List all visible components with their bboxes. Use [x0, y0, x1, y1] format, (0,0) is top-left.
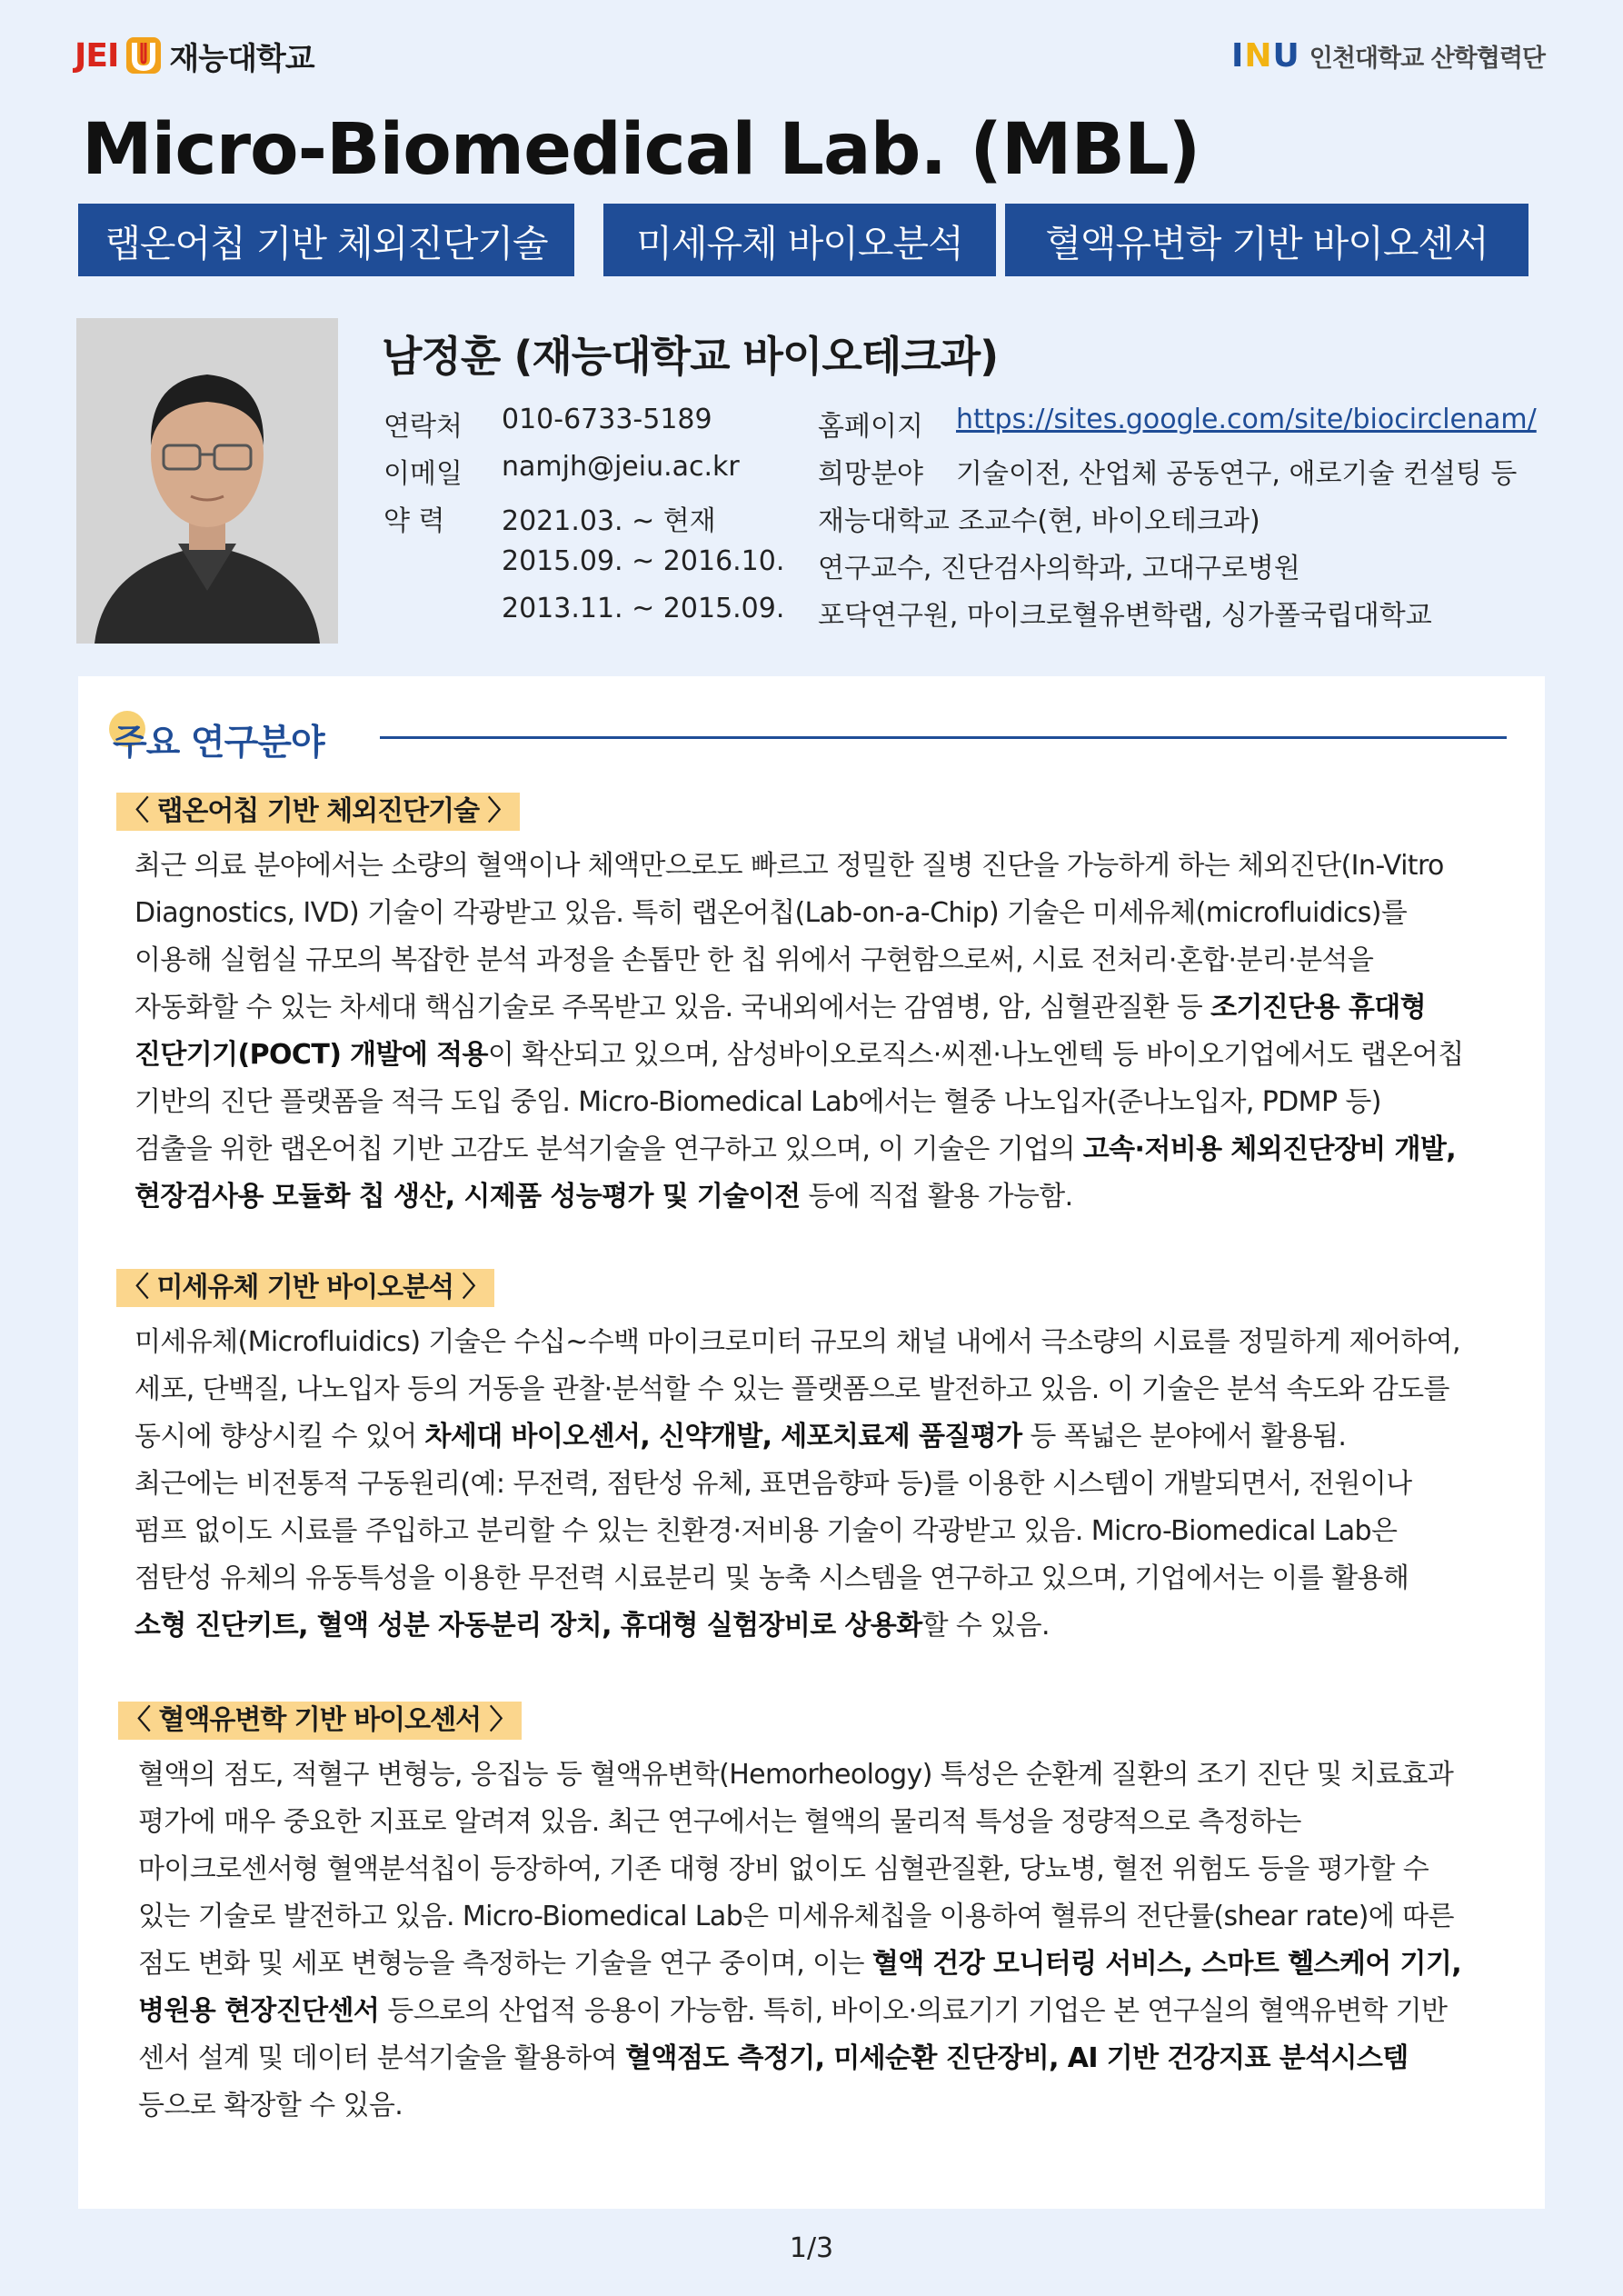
paragraph-line: 병원용 현장진단센서 등으로의 산업적 응용이 가능함. 특히, 바이오·의료기기 기업은 본 연구실의 혈액유변학 기반 — [138, 1995, 1448, 2027]
contact-value: 010-6733-5189 — [502, 404, 712, 435]
section-header — [113, 714, 324, 765]
paragraph-line: 소형 진단키트, 혈액 성분 자동분리 장치, 휴대형 실험장비로 상용화할 수 있음. — [134, 1610, 1050, 1642]
section-title: 주요 연구분야 — [113, 723, 324, 764]
tag-microfluidic: 미세유체 바이오분석 — [603, 204, 996, 276]
email-value: namjh@jeiu.ac.kr — [502, 451, 740, 483]
paragraph-line: Diagnostics, IVD) 기술이 각광받고 있음. 특히 랩온어칩(Lab-on-a-Chip) 기술은 미세유체(microfluidics)를 — [134, 897, 1408, 929]
paragraph-line: 점도 변화 및 세포 변형능을 측정하는 기술을 연구 중이며, 이는 혈액 건강 모니터링 서비스, 스마트 헬스케어 기기, — [138, 1948, 1462, 1980]
paragraph-line: 마이크로센서형 혈액분석칩이 등장하여, 기존 대형 장비 없이도 심혈관질환, 당뇨병, 혈전 위험도 등을 평가할 수 — [138, 1853, 1429, 1885]
section-divider — [380, 736, 1507, 739]
paragraph-line: 최근 의료 분야에서는 소량의 혈액이나 체액만으로도 빠르고 정밀한 질병 진단을 가능하게 하는 체외진단(In-Vitro — [134, 850, 1444, 882]
contact-label: 연락처 — [383, 411, 463, 443]
inu-mark: INU — [1230, 36, 1300, 75]
paragraph-line: 진단기기(POCT) 개발에 적용이 확산되고 있으며, 삼성바이오로직스·씨젠·나노엔텍 등 바이오기업에서도 랩온어칩 — [134, 1039, 1464, 1071]
career-desc: 연구교수, 진단검사의학과, 고대구로병원 — [818, 553, 1300, 584]
area-heading: 〈 랩온어칩 기반 체외진단기술 〉 — [116, 793, 520, 831]
paragraph-line: 현장검사용 모듈화 칩 생산, 시제품 성능평가 및 기술이전 등에 직접 활용 가능함. — [134, 1181, 1073, 1213]
interest-value: 기술이전, 산업체 공동연구, 애로기술 컨설팅 등 — [956, 458, 1518, 490]
paragraph-line: 최근에는 비전통적 구동원리(예: 무전력, 점탄성 유체, 표면음향파 등)를 이용한 시스템이 개발되면서, 전원이나 — [134, 1468, 1412, 1500]
tag-lab-on-chip: 랩온어칩 기반 체외진단기술 — [78, 204, 574, 276]
paragraph-line: 펌프 없이도 시료를 주입하고 분리할 수 있는 친환경·저비용 기술이 각광받고 있음. Micro-Biomedical Lab은 — [134, 1515, 1398, 1547]
career-label: 약 력 — [383, 505, 445, 537]
paragraph-line: 동시에 향상시킬 수 있어 차세대 바이오센서, 신약개발, 세포치료제 품질평가 등 폭넓은 분야에서 활용됨. — [134, 1421, 1347, 1452]
paragraph-line: 있는 기술로 발전하고 있음. Micro-Biomedical Lab은 미세유체칩을 이용하여 혈류의 전단률(shear rate)에 따른 — [138, 1901, 1454, 1932]
homepage-link[interactable]: https://sites.google.com/site/biocirclenam/ — [956, 404, 1537, 435]
page-number: 1/3 — [789, 2232, 834, 2264]
paragraph-line: 이용해 실험실 규모의 복잡한 분석 과정을 손톱만 한 칩 위에서 구현함으로써, 시료 전처리·혼합·분리·분석을 — [134, 944, 1374, 976]
career-period: 2013.11. ~ 2015.09. — [502, 593, 785, 624]
paragraph-line: 기반의 진단 플랫폼을 적극 도입 중임. Micro-Biomedical Lab에서는 혈중 나노입자(준나노입자, PDMP 등) — [134, 1086, 1381, 1118]
paragraph-line: 자동화할 수 있는 차세대 핵심기술로 주목받고 있음. 국내외에서는 감염병, 암, 심혈관질환 등 조기진단용 휴대형 — [134, 992, 1426, 1023]
paragraph-line: 혈액의 점도, 적혈구 변형능, 응집능 등 혈액유변학(Hemorheology) 특성은 순환계 질환의 조기 진단 및 치료효과 — [138, 1759, 1454, 1791]
email-label: 이메일 — [383, 458, 463, 490]
paragraph-line: 세포, 단백질, 나노입자 등의 거동을 관찰·분석할 수 있는 플랫폼으로 발전하고 있음. 이 기술은 분석 속도와 감도를 — [134, 1373, 1449, 1405]
jeiu-emblem-icon — [125, 35, 162, 75]
career-desc: 포닥연구원, 마이크로혈유변학랩, 싱가폴국립대학교 — [818, 600, 1432, 632]
paragraph-line: 센서 설계 및 데이터 분석기술을 활용하여 혈액점도 측정기, 미세순환 진단장비, AI 기반 건강지표 분석시스템 — [138, 2042, 1409, 2074]
area-heading: 〈 미세유체 기반 바이오분석 〉 — [116, 1269, 494, 1307]
inu-logo — [1231, 35, 1545, 76]
inu-name: 인천대학교 산학협력단 — [1309, 44, 1545, 73]
homepage-label: 홈페이지 — [818, 411, 923, 443]
profile-name: 남정훈 (재능대학교 바이오테크과) — [382, 332, 999, 381]
career-period: 2015.09. ~ 2016.10. — [502, 545, 785, 577]
jeiu-name: 재능대학교 — [169, 40, 314, 77]
profile-photo — [76, 318, 338, 644]
career-desc: 재능대학교 조교수(현, 바이오테크과) — [818, 505, 1260, 537]
paragraph-line: 등으로 확장할 수 있음. — [138, 2090, 403, 2121]
paragraph-line: 검출을 위한 랩온어칩 기반 고감도 분석기술을 연구하고 있으며, 이 기술은 기업의 고속·저비용 체외진단장비 개발, — [134, 1133, 1457, 1165]
paragraph-line: 평가에 매우 중요한 지표로 알려져 있음. 최근 연구에서는 혈액의 물리적 특성을 정량적으로 측정하는 — [138, 1806, 1301, 1838]
jeiu-logo — [75, 33, 314, 78]
area-heading: 〈 혈액유변학 기반 바이오센서 〉 — [118, 1702, 522, 1740]
page-title: Micro-Biomedical Lab. (MBL) — [82, 109, 1200, 191]
interest-label: 희망분야 — [818, 458, 923, 490]
career-period: 2021.03. ~ 현재 — [502, 505, 716, 537]
paragraph-line: 점탄성 유체의 유동특성을 이용한 무전력 시료분리 및 농축 시스템을 연구하고 있으며, 기업에서는 이를 활용해 — [134, 1562, 1409, 1594]
tag-hemorheology: 혈액유변학 기반 바이오센서 — [1005, 204, 1528, 276]
jei-mark: JEI — [75, 36, 119, 75]
paragraph-line: 미세유체(Microfluidics) 기술은 수십~수백 마이크로미터 규모의 채널 내에서 극소량의 시료를 정밀하게 제어하여, — [134, 1326, 1460, 1358]
